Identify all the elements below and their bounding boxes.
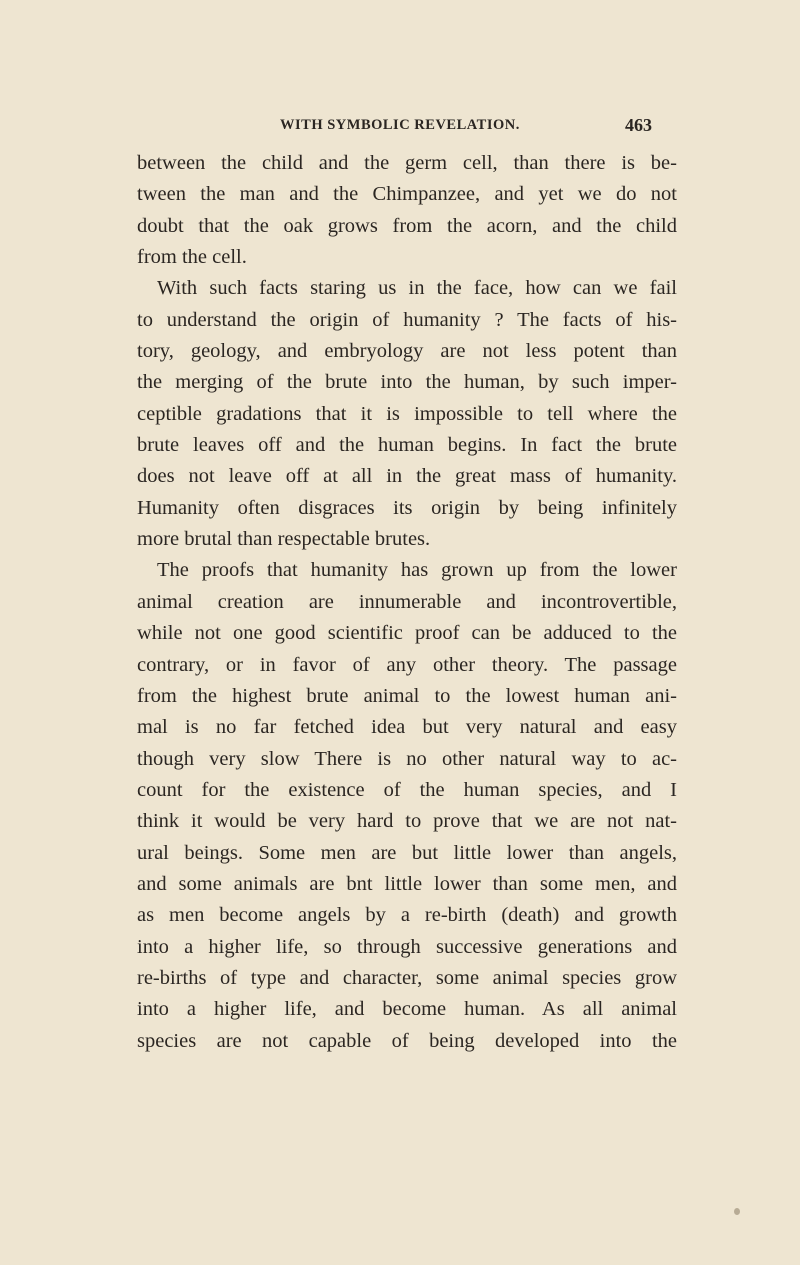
text-line: from the highest brute animal to the lowest human ani- (137, 684, 677, 707)
text-line: to understand the origin of humanity ? The facts of his- (137, 308, 677, 331)
text-line: With such facts staring us in the face, how can we fail (157, 277, 677, 300)
text-line: doubt that the oak grows from the acorn, and the child (137, 214, 677, 237)
text-line: from the cell. (137, 246, 247, 269)
text-line: re-births of type and character, some animal species grow (137, 966, 677, 989)
text-line: more brutal than respectable brutes. (137, 528, 431, 551)
text-line: The proofs that humanity has grown up from the lower (157, 559, 677, 582)
text-line: tory, geology, and embryology are not less potent than (137, 340, 677, 363)
text-line: brute leaves off and the human begins. In fact the brute (137, 434, 677, 457)
text-line: contrary, or in favor of any other theory. The passage (137, 653, 677, 676)
running-title: WITH SYMBOLIC REVELATION. (280, 117, 520, 133)
page-number: 463 (625, 115, 652, 135)
text-line: think it would be very hard to prove that we are not nat- (137, 810, 677, 833)
text-line: the merging of the brute into the human, by such imper- (137, 371, 677, 394)
paper-speck (734, 1208, 740, 1215)
text-line: while not one good scientific proof can be adduced to the (137, 622, 677, 645)
text-line: though very slow There is no other natural way to ac- (137, 747, 677, 770)
text-line: into a higher life, and become human. As all animal (137, 998, 677, 1021)
text-line: as men become angels by a re-birth (death) and growth (137, 904, 677, 927)
text-line: mal is no far fetched idea but very natural and easy (137, 716, 677, 739)
text-line: species are not capable of being developed into the (137, 1029, 677, 1052)
text-line: animal creation are innumerable and incontrovertible, (137, 590, 677, 613)
text-line: tween the man and the Chimpanzee, and yet we do not (137, 183, 677, 206)
body-text (137, 148, 677, 1057)
text-line: ural beings. Some men are but little lower than angels, (137, 841, 677, 864)
running-head (0, 117, 800, 137)
text-line: between the child and the germ cell, than there is be- (137, 152, 677, 174)
text-line: count for the existence of the human species, and I (137, 778, 677, 801)
text-line: and some animals are bnt little lower than some men, and (137, 872, 677, 895)
text-line: ceptible gradations that it is impossible to tell where the (137, 402, 677, 425)
text-line: Humanity often disgraces its origin by being infinitely (137, 496, 677, 519)
text-line: does not leave off at all in the great mass of humanity. (137, 465, 677, 488)
text-line: into a higher life, so through successive generations and (137, 935, 677, 958)
